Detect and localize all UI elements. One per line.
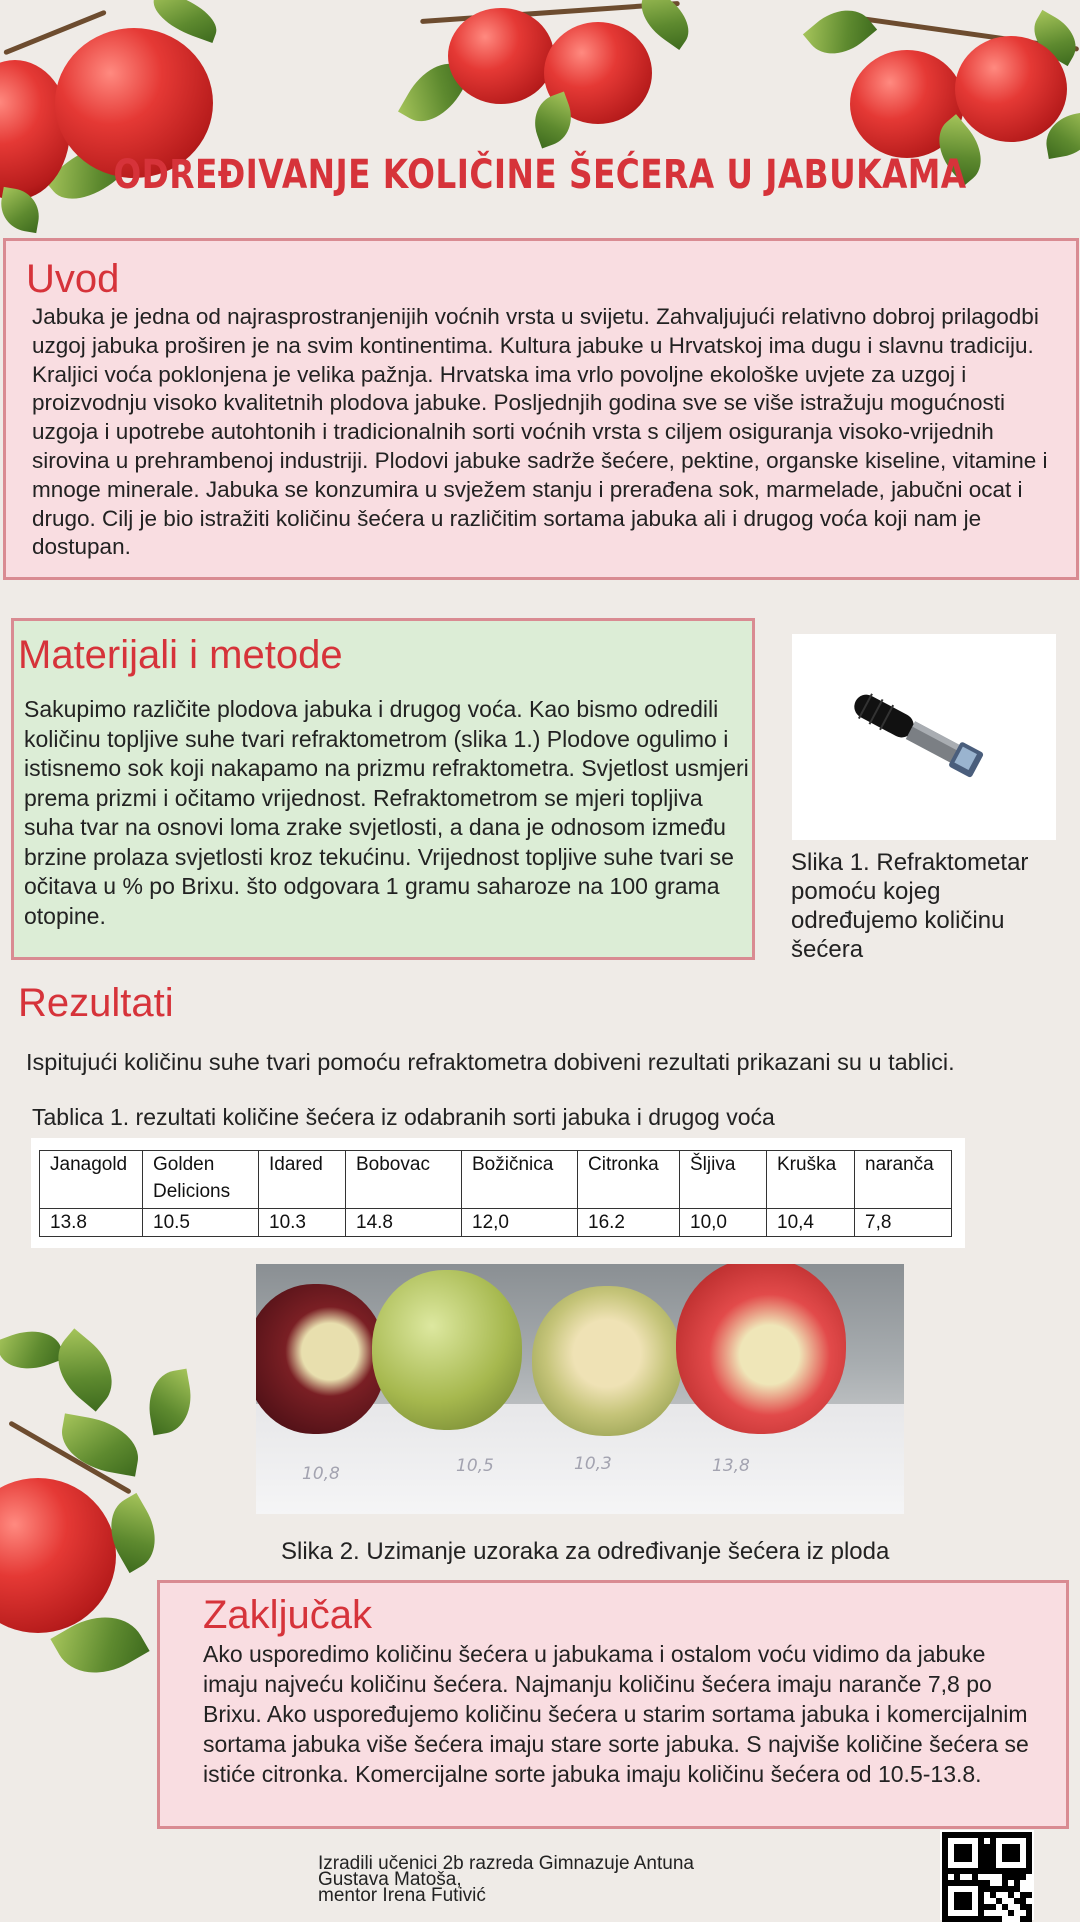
refractometer-icon	[792, 634, 1056, 840]
conclusion-heading: Zaključak	[203, 1593, 372, 1637]
table-caption: Tablica 1. rezultati količine šećera iz odabranih sorti jabuka i drugog voća	[32, 1104, 775, 1130]
apple-sample-4	[676, 1264, 846, 1434]
table-header-row	[40, 1151, 952, 1209]
table-header-cell: Idared	[259, 1151, 346, 1209]
intro-text: Jabuka je jedna od najrasprostranjenijih voćnih vrsta u svijetu. Zahvaljujući relativno dobroj prilagodbi uzgoj jabuka proširen je na svim kontinentima. Kultura jabuke u Hrvatskoj ima dugu i slavnu tradiciju. Kraljici voća poklonjena je velika pažnja. Hrvatska ima vrlo povoljne ekološke uvjete za uzgoj i proizvodnju visoko kvalitetnih plodova jabuke. Posljednjih godina sve se više istražuju mogućnosti uzgoja i upotrebe autohtonih i tradicionalnih sorti voćnih vrsta s ciljem osiguranja visoko-vrijednih sirovina u prehrambenoj industriji. Plodovi jabuke sadrže šećere, pektine, organske kiseline, vitamine i mnoge minerale. Jabuka se konzumira u svježem stanju i prerađena sok, marmelade, jabučni ocat i drugo. Cilj je bio istražiti količinu šećera u različitim sortama jabuka ali i drugog voća koji nam je dostupan.	[32, 304, 1048, 560]
results-table	[39, 1150, 952, 1237]
results-text: Ispitujući količinu suhe tvari pomoću refraktometra dobiveni rezultati prikazani su u tablici.	[26, 1049, 955, 1075]
table-header-cell: Citronka	[578, 1151, 680, 1209]
methods-text: Sakupimo različite plodova jabuka i drugog voća. Kao bismo odredili količinu topljive suhe tvari refraktometrom (slika 1.) Plodove ogulimo i istisnemo sok koji nakapamo na prizmu refraktometra. Svjetlost usmjeri prema prizmi i očitamo vrijednost. Refraktometrom se mjeri topljiva suha tvar na osnovi loma zrake svjetlosti, a dana je odnosom između brzine prolaza svjetlosti kroz tekućinu. Vrijednost topljive suhe tvari se očitava u % po Brixu. što odgovara 1 gramu saharoze na 100 grama otopine.	[24, 696, 749, 929]
table-header-cell: Janagold	[40, 1151, 143, 1209]
refractometer-image	[792, 634, 1056, 840]
figure1-caption: Slika 1. Refraktometar pomoću kojeg određujemo količinu šećera	[791, 849, 1029, 963]
table-header-cell: Šljiva	[680, 1151, 767, 1209]
table-cell: 10,4	[767, 1209, 855, 1237]
table-cell: 16.2	[578, 1209, 680, 1237]
conclusion-text: Ako usporedimo količinu šećera u jabukama i ostalom voću vidimo da jabuke imaju najveću količinu šećera. Najmanju količinu šećera imaju naranče 7,8 po Brixu. Ako uspoređujemo količinu šećera u starim sortama jabuka i komercijalnim sortama jabuka više šećera imaju stare sorte jabuka. S najviše količine šećera se istiće citronka. Komercijalne sorte jabuka imaju količinu šećera od 10.5-13.8.	[203, 1641, 1029, 1787]
table-header-cell: Bobovac	[346, 1151, 462, 1209]
table-cell: 10.5	[143, 1209, 259, 1237]
photo-label: 10,3	[574, 1454, 612, 1474]
table-header-cell: Kruška	[767, 1151, 855, 1209]
apple-sample-2	[372, 1270, 522, 1430]
footer-credits	[318, 1853, 694, 1906]
footer-line-1: Izradili učenici 2b razreda Gimnazuje Antuna	[318, 1853, 694, 1874]
methods-section	[11, 618, 755, 960]
results-heading: Rezultati	[18, 981, 174, 1025]
methods-heading: Materijali i metode	[18, 633, 343, 677]
apple-sample-3	[532, 1286, 682, 1436]
conclusion-section	[157, 1580, 1069, 1829]
results-table-container	[31, 1138, 965, 1248]
table-cell: 7,8	[855, 1209, 952, 1237]
page-title: ODREĐIVANJE KOLIČINE ŠEĆERA U JABUKAMA	[113, 152, 967, 198]
table-row	[40, 1209, 952, 1237]
qr-module	[1026, 1916, 1032, 1922]
figure2-caption: Slika 2. Uzimanje uzoraka za određivanje šećera iz ploda	[281, 1538, 890, 1565]
qr-code[interactable]	[940, 1830, 1034, 1920]
table-header-cell: Božičnica	[462, 1151, 578, 1209]
table-cell: 10.3	[259, 1209, 346, 1237]
table-cell: 12,0	[462, 1209, 578, 1237]
intro-section	[3, 238, 1079, 580]
footer-line-2: Gustava Matoša,	[318, 1869, 462, 1890]
table-cell: 10,0	[680, 1209, 767, 1237]
table-header-cell: Golden Delicions	[143, 1151, 259, 1209]
intro-heading: Uvod	[26, 257, 120, 301]
photo-label: 10,8	[302, 1464, 340, 1484]
apple-samples-photo	[256, 1264, 904, 1514]
footer-line-3: mentor Irena Futivić	[318, 1885, 486, 1906]
apple-sample-1	[256, 1284, 386, 1434]
table-cell: 13.8	[40, 1209, 143, 1237]
table-cell: 14.8	[346, 1209, 462, 1237]
photo-label: 13,8	[712, 1456, 750, 1476]
qr-code-pattern	[942, 1832, 1032, 1922]
photo-label: 10,5	[456, 1456, 494, 1476]
table-header-cell: naranča	[855, 1151, 952, 1209]
